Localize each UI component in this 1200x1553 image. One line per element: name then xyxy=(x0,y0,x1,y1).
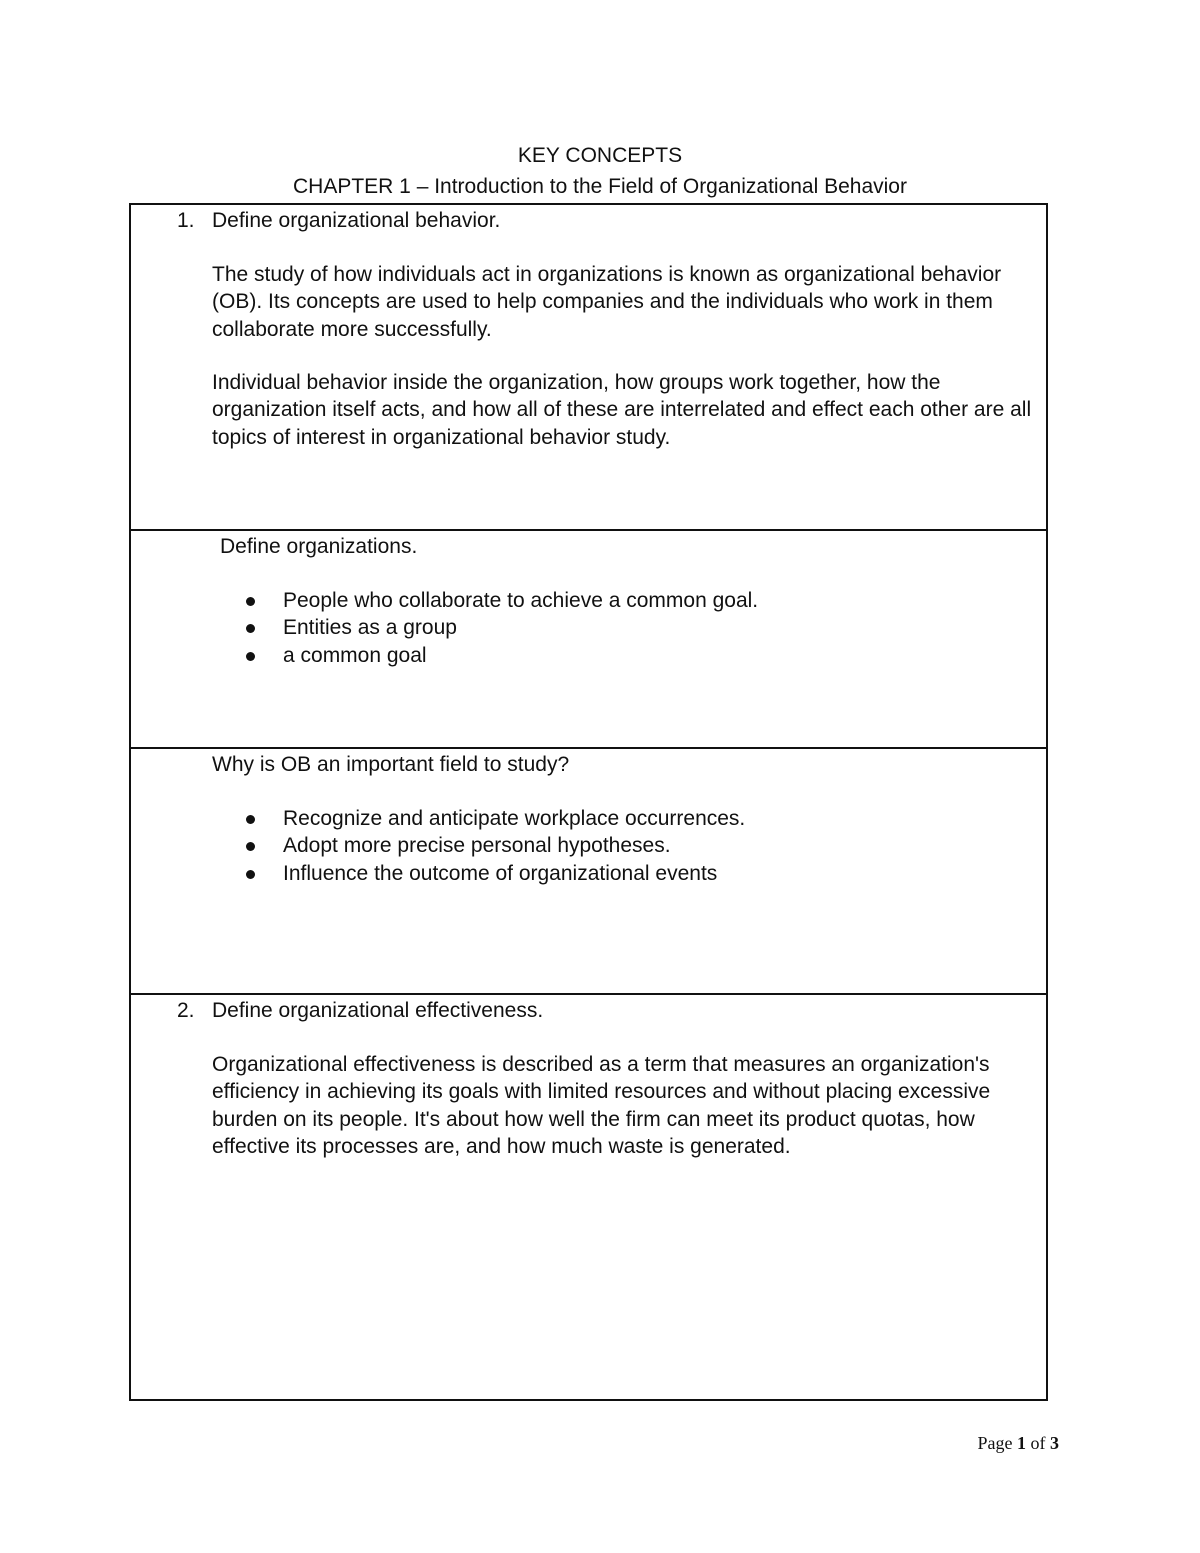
bullet-list xyxy=(283,587,758,669)
chapter-subtitle: CHAPTER 1 – Introduction to the Field of Organizational Behavior xyxy=(293,175,907,198)
page-label: Page xyxy=(977,1433,1013,1453)
key-concepts-table xyxy=(129,203,1048,1401)
question-heading: Define organizational effectiveness. xyxy=(212,999,544,1022)
section-define-ob xyxy=(131,205,1046,531)
list-item: Recognize and anticipate workplace occurrences. xyxy=(283,805,745,832)
of-label: of xyxy=(1030,1433,1046,1453)
question-heading: Why is OB an important field to study? xyxy=(212,753,570,776)
list-item: a common goal xyxy=(283,642,758,669)
question-heading: Define organizational behavior. xyxy=(212,209,501,232)
bullet-icon xyxy=(246,842,255,851)
list-item: Influence the outcome of organizational events xyxy=(283,860,745,887)
total-pages: 3 xyxy=(1050,1433,1059,1453)
bullet-icon xyxy=(246,870,255,879)
list-item: Adopt more precise personal hypotheses. xyxy=(283,832,745,859)
bullet-icon xyxy=(246,652,255,661)
page-number: 1 xyxy=(1017,1433,1026,1453)
question-number: 1. xyxy=(177,209,195,232)
bullet-icon xyxy=(246,597,255,606)
bullet-list xyxy=(283,805,745,887)
bullet-icon xyxy=(246,624,255,633)
document-title: KEY CONCEPTS xyxy=(517,144,683,167)
question-heading: Define organizations. xyxy=(220,535,418,558)
list-item: Entities as a group xyxy=(283,614,758,641)
question-number: 2. xyxy=(177,999,195,1022)
section-define-effectiveness xyxy=(131,995,1046,1399)
answer-paragraph: Organizational effectiveness is described as a term that measures an organization's efficiency in achieving its goals with limited resources and without placing excessive burden on its people. It's about how well the firm can meet its product quotas, how effective its processes are, and how much waste is generated. xyxy=(212,1053,991,1158)
bullet-icon xyxy=(246,815,255,824)
answer-paragraph: The study of how individuals act in organizations is known as organizational behavior (OB). Its concepts are used to help companies and the individuals who work in them collaborate more successfully. xyxy=(212,263,1002,341)
section-why-study-ob xyxy=(131,749,1046,995)
answer-paragraph: Individual behavior inside the organization, how groups work together, how the organization itself acts, and how all of these are interrelated and effect each other are all topics of interest in organizational behavior study. xyxy=(212,371,1032,449)
list-item: People who collaborate to achieve a common goal. xyxy=(283,587,758,614)
page-footer xyxy=(978,1431,1060,1455)
section-define-organizations xyxy=(131,531,1046,749)
